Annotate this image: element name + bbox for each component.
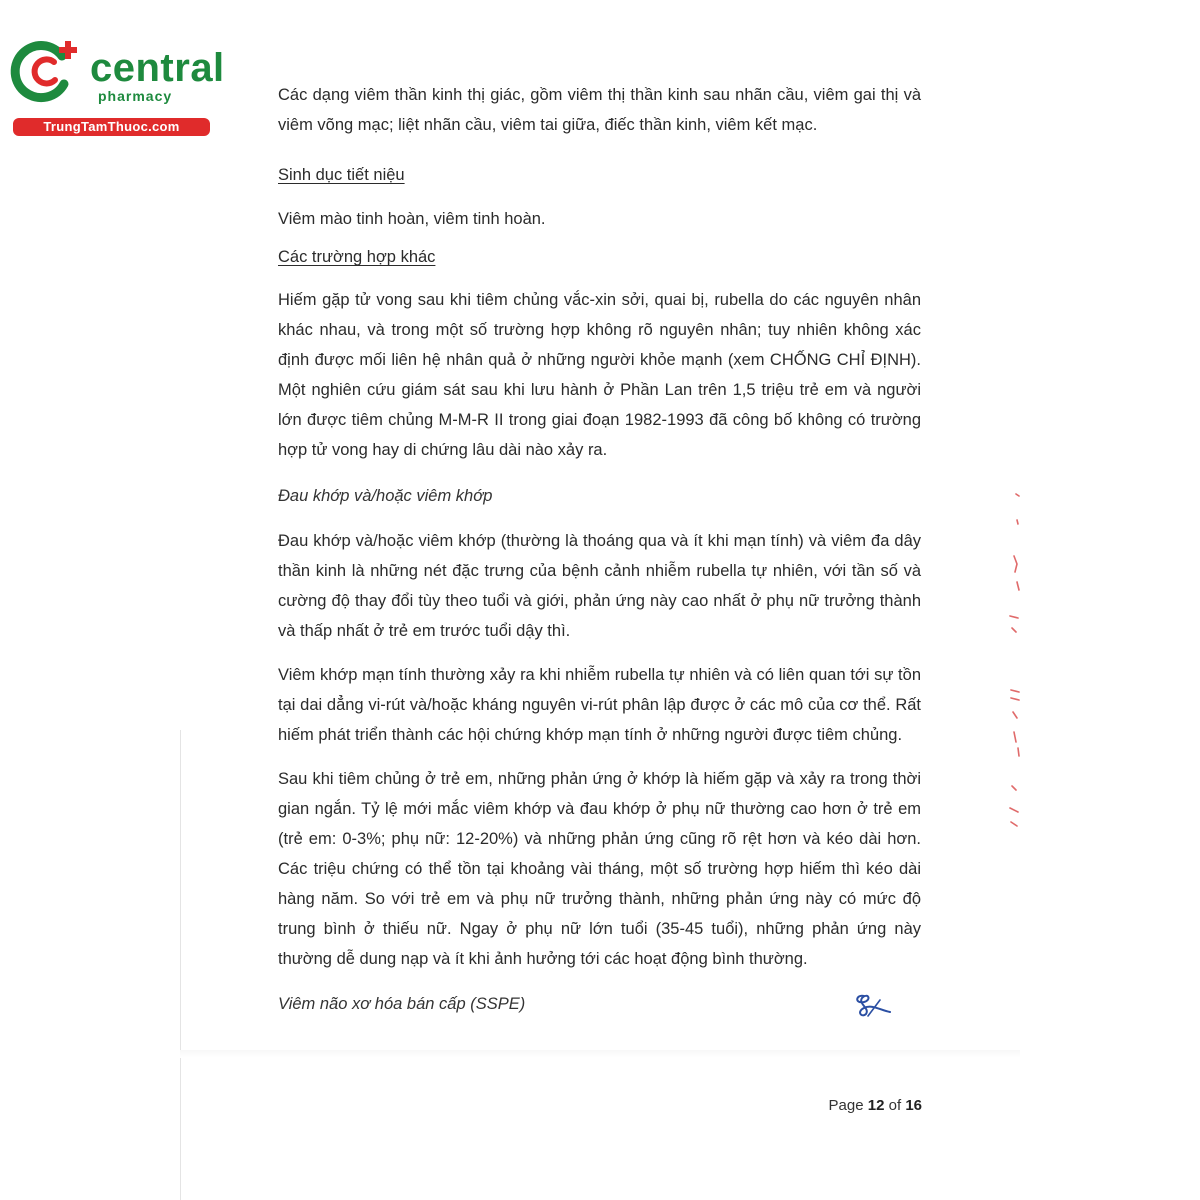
section-heading-other-cases: Các trường hợp khác xyxy=(278,248,436,266)
scan-shadow-band xyxy=(180,1050,1020,1058)
red-stamp-edge-marks xyxy=(1004,486,1024,836)
paragraph-post-vaccination-joint: Sau khi tiêm chủng ở trẻ em, những phản ứng ở khớp là hiếm gặp và xảy ra trong thời gian ngắn. Tỷ lệ mới mắc viêm khớp và đau khớp ở phụ nữ thường cao hơn ở trẻ em (trẻ em: 0-3%; phụ nữ: 12-20%) và những phản ứng cũng rõ rệt hơn và kéo dài hơn. Các triệu chứng có thể tồn tại khoảng vài tháng, một số trường hợp hiếm thì kéo dài hàng năm. So với trẻ em và phụ nữ trưởng thành, những phản ứng này có mức độ trung bình ở thiếu nữ. Ngay ở phụ nữ lớn tuổi (35-45 tuổi), những phản ứng này thường dễ dung nạp và ít khi ảnh hưởng tới các hoạt động bình thường. xyxy=(278,770,921,968)
central-pharmacy-logo[interactable] xyxy=(10,38,225,138)
paragraph-arthralgia-natural: Đau khớp và/hoặc viêm khớp (thường là thoáng qua và ít khi mạn tính) và viêm đa dây thần kinh là những nét đặc trưng của bệnh cảnh nhiễm rubella tự nhiên, với tần số và cường độ thay đổi tùy theo tuổi và giới, phản ứng này cao nhất ở phụ nữ trưởng thành và thấp nhất ở trẻ em trước tuổi dậy thì. xyxy=(278,532,921,640)
section-heading-genitourinary: Sinh dục tiết niệu xyxy=(278,166,405,184)
page-word: Page xyxy=(828,1097,864,1114)
paragraph-ocular-effects: Các dạng viêm thần kinh thị giác, gồm viêm thị thần kinh sau nhãn cầu, viêm gai thị và viêm võng mạc; liệt nhãn cầu, viêm tai giữa, điếc thần kinh, viêm kết mạc. xyxy=(278,86,921,134)
paragraph-chronic-arthritis: Viêm khớp mạn tính thường xảy ra khi nhiễm rubella tự nhiên và có liên quan tới sự tồn tại dai dẳng vi-rút và/hoặc kháng nguyên vi-rút phân lập được ở các mô của cơ thể. Rất hiếm phát triển thành các hội chứng khớp mạn tính ở những người được tiêm chủng. xyxy=(278,666,921,744)
scan-edge-line xyxy=(180,730,181,1200)
paragraph-other-cases: Hiếm gặp tử vong sau khi tiêm chủng vắc-xin sởi, quai bị, rubella do các nguyên nhân khác nhau, và trong một số trường hợp không rõ nguyên nhân; tuy nhiên không xác định được mối liên hệ nhân quả ở những người khỏe mạnh (xem CHỐNG CHỈ ĐỊNH). Một nghiên cứu giám sát sau khi lưu hành ở Phần Lan trên 1,5 triệu trẻ em và người lớn được tiêm chủng M-M-R II trong giai đoạn 1982-1993 đã công bố không có trường hợp tử vong hay di chứng lâu dài nào xảy ra. xyxy=(278,291,921,459)
page-number xyxy=(829,1097,922,1114)
document-body xyxy=(278,80,921,1015)
page-current: 12 xyxy=(867,1097,885,1114)
page-total: 16 xyxy=(905,1097,922,1114)
pharmacy-cross-logo-icon xyxy=(10,38,82,104)
section-heading-arthralgia: Đau khớp và/hoặc viêm khớp xyxy=(278,487,493,505)
paragraph-genitourinary: Viêm mào tinh hoàn, viêm tinh hoàn. xyxy=(278,210,546,228)
section-heading-sspe: Viêm não xơ hóa bán cấp (SSPE) xyxy=(278,995,526,1013)
brand-website: TrungTamThuoc.com xyxy=(13,118,210,136)
brand-name: central xyxy=(90,46,225,90)
handwritten-signature-icon xyxy=(850,990,895,1022)
brand-subtitle: pharmacy xyxy=(98,88,173,104)
page-of-word: of xyxy=(888,1097,902,1114)
